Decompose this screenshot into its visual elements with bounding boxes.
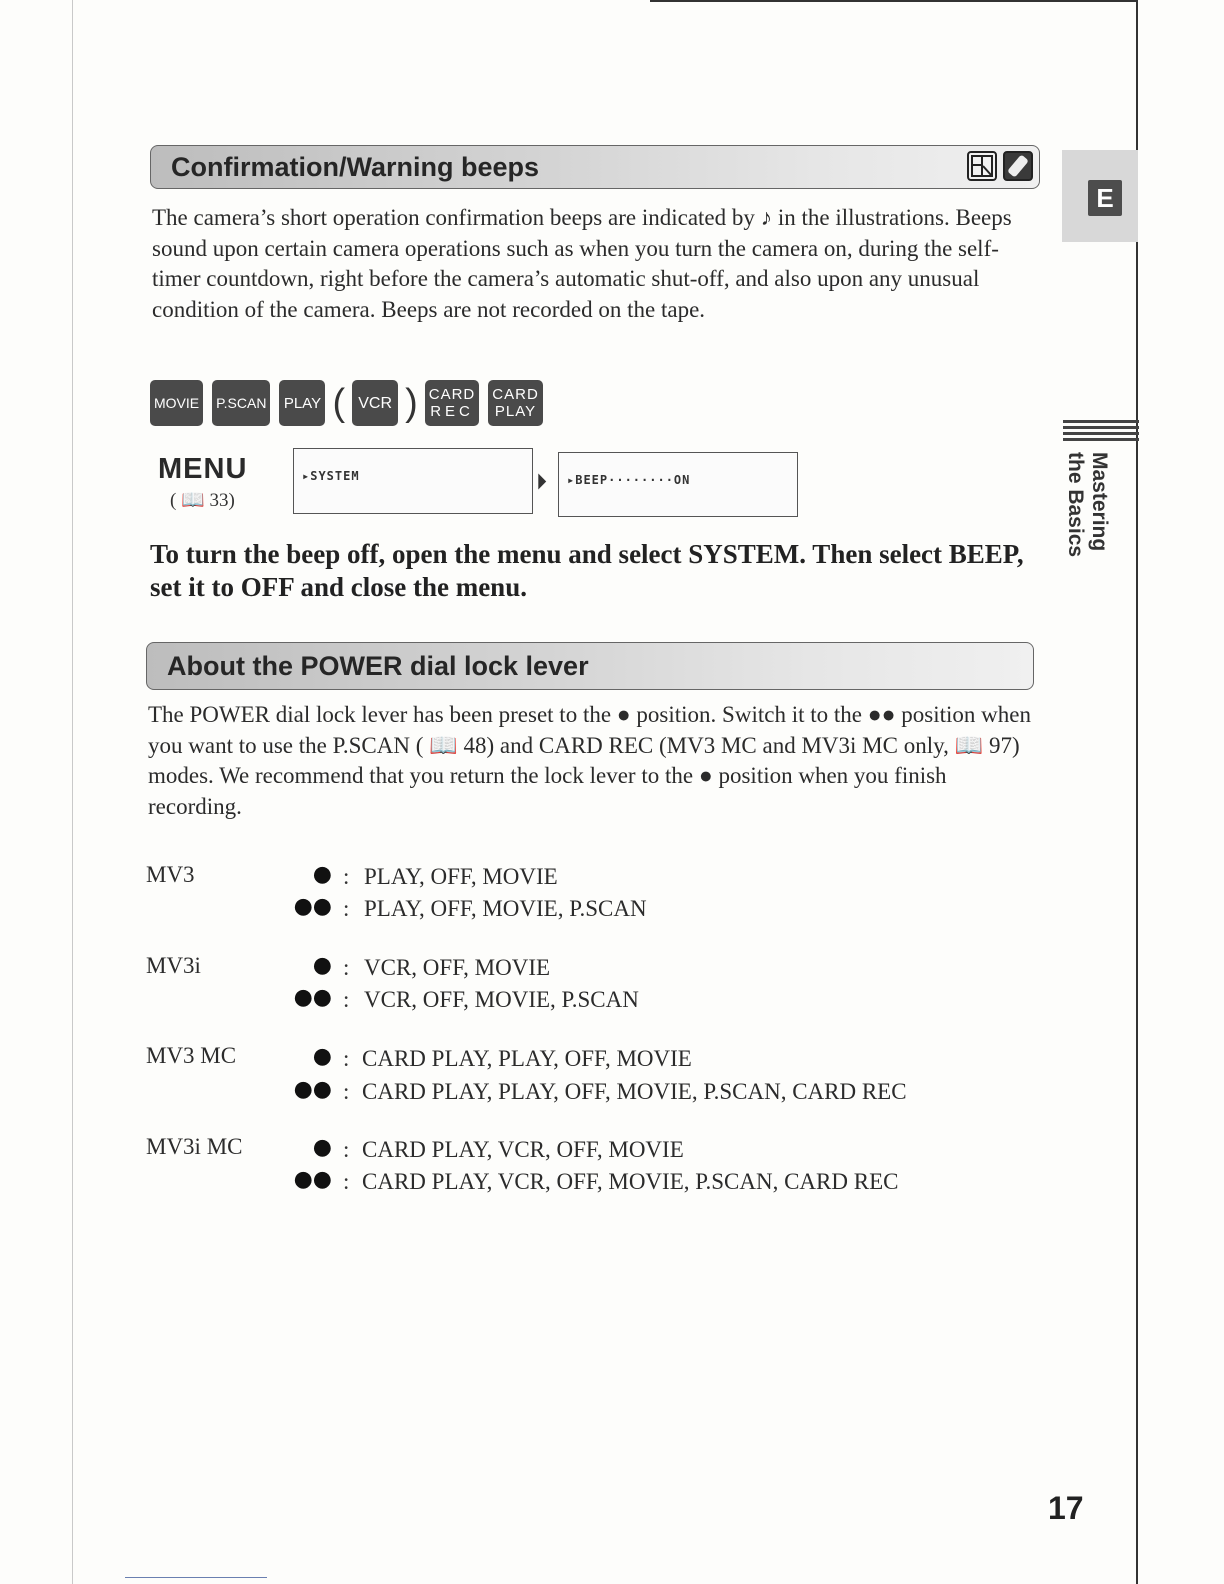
mode-movie-icon: MOVIE <box>150 380 203 426</box>
power-dial-description: The POWER dial lock lever has been preset to the ● position. Switch it to the ●● position when you want to use the P.SCAN ( 📖 48) and CARD REC (MV3 MC and MV3i MC only, 📖 97) modes. We recommend that you return the lock lever to the ● position when you finish recording. <box>148 702 1031 819</box>
section-tab-line1: Mastering <box>1088 452 1111 552</box>
remote-control-icon <box>1003 151 1033 181</box>
mode-card-play-icon <box>488 380 543 426</box>
colon: : <box>343 1169 350 1194</box>
single-dot-modes: VCR, OFF, MOVIE <box>364 955 551 980</box>
model-name: MV3i MC <box>146 1134 243 1159</box>
single-dot-modes: CARD PLAY, PLAY, OFF, MOVIE <box>362 1046 692 1071</box>
menu-arrow-icon: ⏵ <box>536 470 548 495</box>
model-name: MV3 <box>146 862 195 887</box>
single-dot-modes: CARD PLAY, VCR, OFF, MOVIE <box>362 1137 684 1162</box>
mode-card-rec-icon <box>425 380 480 426</box>
card-play-bottom: PLAY <box>494 403 537 420</box>
single-dot-icon: ● <box>312 1135 332 1160</box>
menu-screen-system: ▸SYSTEM <box>293 448 533 514</box>
mode-play-icon: PLAY <box>279 380 325 426</box>
card-play-top: CARD <box>492 386 539 403</box>
section-header-power-dial <box>146 642 1034 690</box>
menu-page-reference: ( 📖 33) <box>170 490 235 511</box>
double-dot-modes: CARD PLAY, VCR, OFF, MOVIE, P.SCAN, CARD REC <box>362 1169 899 1194</box>
page-top-border <box>650 0 1138 2</box>
colon: : <box>343 987 350 1012</box>
menu-screen-beep: ▸BEEP········ON <box>558 452 798 517</box>
colon: : <box>343 955 350 980</box>
page-bottom-mark <box>125 1577 267 1578</box>
card-rec-bottom: REC <box>430 403 474 420</box>
beeps-description: The camera’s short operation confirmation beeps are indicated by ♪ in the illustrations. Beeps sound upon certain camera operations such as when you turn the camera on, during the self-timer countdown, right before the camera’s automatic shut-off, and also upon any unusual condition of the camera. Beeps are not recorded on the tape. <box>152 205 1012 322</box>
double-dot-modes: VCR, OFF, MOVIE, P.SCAN <box>364 987 639 1012</box>
paren-close: ) <box>405 381 418 424</box>
mode-screen-icon <box>967 151 997 181</box>
mode-icons <box>967 151 1033 181</box>
menu-label: MENU <box>158 453 248 485</box>
beep-off-instruction: To turn the beep off, open the menu and select SYSTEM. Then select BEEP, set it to OFF and close the menu. <box>150 539 1024 602</box>
page-number: 17 <box>1048 1490 1084 1526</box>
single-dot-icon: ● <box>312 1044 332 1069</box>
colon: : <box>343 1046 350 1071</box>
colon: : <box>343 896 350 921</box>
double-dot-modes: CARD PLAY, PLAY, OFF, MOVIE, P.SCAN, CARD REC <box>362 1079 907 1104</box>
language-tab-letter: E <box>1088 180 1122 216</box>
section-tab <box>1062 452 1112 582</box>
single-dot-icon: ● <box>312 953 332 978</box>
mode-vcr-icon: VCR <box>352 380 398 426</box>
section-header-beeps <box>150 145 1040 189</box>
section-title-power-dial: About the POWER dial lock lever <box>167 650 589 681</box>
double-dot-icon: ●● <box>293 985 332 1010</box>
model-name: MV3 MC <box>146 1043 237 1068</box>
section-title-beeps: Confirmation/Warning beeps <box>171 151 540 182</box>
section-tab-line2: the Basics <box>1064 452 1087 558</box>
paren-open: ( <box>332 381 346 424</box>
double-dot-modes: PLAY, OFF, MOVIE, P.SCAN <box>364 896 647 921</box>
colon: : <box>343 864 350 889</box>
double-dot-icon: ●● <box>293 1167 332 1192</box>
section-tab-text <box>1063 452 1111 557</box>
mode-button-row <box>150 380 543 426</box>
double-dot-icon: ●● <box>293 894 332 919</box>
double-dot-icon: ●● <box>293 1077 332 1102</box>
page-left-border <box>72 0 73 1584</box>
colon: : <box>343 1137 350 1162</box>
colon: : <box>343 1079 350 1104</box>
card-rec-top: CARD <box>428 386 476 403</box>
model-name: MV3i <box>146 953 201 978</box>
single-dot-icon: ● <box>312 862 332 887</box>
single-dot-modes: PLAY, OFF, MOVIE <box>364 864 558 889</box>
mode-pscan-icon: P.SCAN <box>212 380 270 426</box>
section-tab-lines <box>1063 420 1139 442</box>
